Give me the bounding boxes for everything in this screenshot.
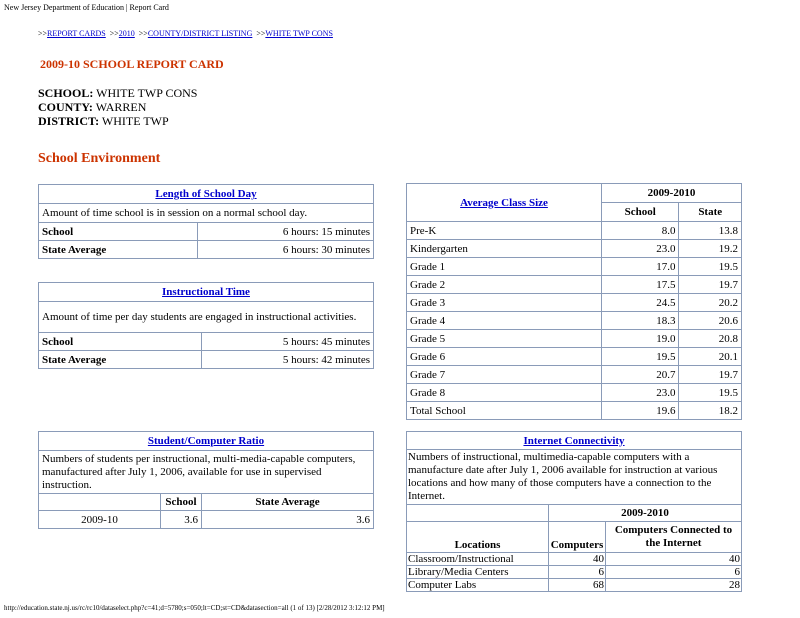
class-size-school-value: 8.0 bbox=[602, 222, 679, 240]
student-computer-col-school: School bbox=[161, 494, 202, 511]
table-row bbox=[407, 294, 742, 312]
class-size-state-value: 19.7 bbox=[679, 366, 742, 384]
internet-computers-value: 40 bbox=[549, 553, 606, 566]
internet-col-locations: Locations bbox=[407, 522, 549, 553]
class-size-state-value: 19.7 bbox=[679, 276, 742, 294]
table-row bbox=[407, 348, 742, 366]
class-size-school-value: 23.0 bbox=[602, 240, 679, 258]
class-size-school-value: 19.5 bbox=[602, 348, 679, 366]
student-computer-header bbox=[39, 432, 374, 451]
breadcrumb-school[interactable]: WHITE TWP CONS bbox=[265, 29, 333, 38]
class-size-rows bbox=[407, 222, 742, 420]
school-label: SCHOOL: bbox=[38, 86, 94, 100]
internet-desc: Numbers of instructional, multimedia-capable computers with a manufacture date after July 1, 2006 available for instruction at various locations and how many of those computers have a connection to the Internet. bbox=[407, 450, 742, 505]
class-size-grade: Grade 8 bbox=[407, 384, 602, 402]
length-of-day-link[interactable]: Length of School Day bbox=[155, 188, 257, 200]
class-size-state-value: 20.1 bbox=[679, 348, 742, 366]
district-label: DISTRICT: bbox=[38, 114, 100, 128]
class-size-link[interactable]: Average Class Size bbox=[460, 196, 548, 209]
class-size-grade: Grade 4 bbox=[407, 312, 602, 330]
student-computer-state: 3.6 bbox=[202, 511, 374, 529]
class-size-school-value: 24.5 bbox=[602, 294, 679, 312]
class-size-school-value: 17.0 bbox=[602, 258, 679, 276]
table-row bbox=[407, 240, 742, 258]
page-header: New Jersey Department of Education | Report Card bbox=[4, 3, 169, 12]
school-value: WHITE TWP CONS bbox=[96, 86, 198, 100]
instr-school-value: 5 hours: 45 minutes bbox=[202, 333, 374, 351]
table-row bbox=[407, 312, 742, 330]
student-computer-table bbox=[38, 431, 374, 529]
breadcrumb-sep: >> bbox=[38, 29, 48, 38]
breadcrumb-sep: >> bbox=[138, 29, 148, 38]
class-size-grade: Pre-K bbox=[407, 222, 602, 240]
student-computer-school: 3.6 bbox=[161, 511, 202, 529]
class-size-grade: Grade 3 bbox=[407, 294, 602, 312]
class-size-state-value: 20.6 bbox=[679, 312, 742, 330]
report-title: 2009-10 SCHOOL REPORT CARD bbox=[40, 57, 224, 71]
class-size-grade: Grade 1 bbox=[407, 258, 602, 276]
table-row bbox=[407, 566, 742, 579]
class-size-school-value: 23.0 bbox=[602, 384, 679, 402]
student-computer-desc: Numbers of students per instructional, multi-media-capable computers, manufactured after July 1, 2006, available for use in supervised instruction. bbox=[39, 451, 374, 494]
class-size-school-value: 19.6 bbox=[602, 402, 679, 420]
district-value: WHITE TWP bbox=[101, 114, 169, 128]
class-size-table bbox=[406, 183, 742, 420]
class-size-grade: Grade 5 bbox=[407, 330, 602, 348]
internet-location: Computer Labs bbox=[407, 579, 549, 592]
table-row bbox=[407, 276, 742, 294]
internet-computers-value: 68 bbox=[549, 579, 606, 592]
internet-connected-value: 28 bbox=[606, 579, 742, 592]
table-row bbox=[407, 579, 742, 592]
class-size-state-value: 20.2 bbox=[679, 294, 742, 312]
length-school-label: School bbox=[39, 223, 198, 241]
internet-location: Library/Media Centers bbox=[407, 566, 549, 579]
class-size-school-value: 19.0 bbox=[602, 330, 679, 348]
class-size-state-value: 20.8 bbox=[679, 330, 742, 348]
breadcrumb bbox=[38, 29, 333, 38]
page-footer: http://education.state.nj.us/rc/rc10/dataselect.php?c=41;d=5780;s=050;lt=CD;st=CD&datasection=all (1 of 13) [2/28/2012 3:12:12 PM] bbox=[4, 604, 385, 612]
class-size-state-value: 13.8 bbox=[679, 222, 742, 240]
student-computer-year: 2009-10 bbox=[39, 511, 161, 529]
class-size-state-value: 19.5 bbox=[679, 258, 742, 276]
breadcrumb-sep: >> bbox=[109, 29, 119, 38]
class-size-grade: Grade 2 bbox=[407, 276, 602, 294]
instructional-time-desc: Amount of time per day students are engaged in instructional activities. bbox=[39, 302, 374, 333]
length-of-day-header bbox=[39, 185, 374, 204]
internet-col-connected: Computers Connected to the Internet bbox=[606, 522, 742, 553]
class-size-col-school: School bbox=[602, 203, 679, 222]
breadcrumb-sep: >> bbox=[256, 29, 266, 38]
class-size-header bbox=[407, 184, 602, 222]
table-row bbox=[407, 222, 742, 240]
table-row bbox=[407, 330, 742, 348]
county-label: COUNTY: bbox=[38, 100, 93, 114]
class-size-year: 2009-2010 bbox=[602, 184, 742, 203]
breadcrumb-report-cards[interactable]: REPORT CARDS bbox=[47, 29, 106, 38]
table-row bbox=[407, 258, 742, 276]
student-computer-col-state: State Average bbox=[202, 494, 374, 511]
class-size-col-state: State bbox=[679, 203, 742, 222]
student-computer-blank bbox=[39, 494, 161, 511]
internet-table bbox=[406, 431, 742, 592]
internet-link[interactable]: Internet Connectivity bbox=[523, 434, 625, 447]
internet-header bbox=[407, 432, 742, 450]
breadcrumb-2010[interactable]: 2010 bbox=[118, 29, 135, 38]
instr-state-value: 5 hours: 42 minutes bbox=[202, 351, 374, 369]
length-of-day-table bbox=[38, 184, 374, 259]
table-row bbox=[407, 384, 742, 402]
class-size-state-value: 19.5 bbox=[679, 384, 742, 402]
internet-col-computers: Computers bbox=[549, 522, 606, 553]
internet-connected-value: 6 bbox=[606, 566, 742, 579]
instructional-time-header bbox=[39, 283, 374, 302]
class-size-grade: Kindergarten bbox=[407, 240, 602, 258]
internet-year: 2009-2010 bbox=[549, 505, 742, 522]
length-of-day-desc: Amount of time school is in session on a normal school day. bbox=[39, 204, 374, 223]
length-state-value: 6 hours: 30 minutes bbox=[198, 241, 374, 259]
student-computer-link[interactable]: Student/Computer Ratio bbox=[147, 435, 265, 447]
table-row bbox=[407, 402, 742, 420]
table-row bbox=[407, 553, 742, 566]
internet-blank bbox=[407, 505, 549, 522]
class-size-school-value: 17.5 bbox=[602, 276, 679, 294]
internet-connected-value: 40 bbox=[606, 553, 742, 566]
length-state-label: State Average bbox=[39, 241, 198, 259]
county-value: WARREN bbox=[95, 100, 147, 114]
class-size-state-value: 18.2 bbox=[679, 402, 742, 420]
instr-state-label: State Average bbox=[39, 351, 202, 369]
class-size-state-value: 19.2 bbox=[679, 240, 742, 258]
internet-rows bbox=[407, 553, 742, 592]
class-size-school-value: 18.3 bbox=[602, 312, 679, 330]
table-row bbox=[407, 366, 742, 384]
instructional-time-table bbox=[38, 282, 374, 369]
instructional-time-link[interactable]: Instructional Time bbox=[162, 286, 250, 298]
section-title: School Environment bbox=[38, 151, 161, 166]
instr-school-label: School bbox=[39, 333, 202, 351]
internet-computers-value: 6 bbox=[549, 566, 606, 579]
school-info bbox=[38, 86, 197, 128]
breadcrumb-county-district[interactable]: COUNTY/DISTRICT LISTING bbox=[147, 29, 253, 38]
internet-location: Classroom/Instructional bbox=[407, 553, 549, 566]
class-size-grade: Grade 6 bbox=[407, 348, 602, 366]
class-size-grade: Grade 7 bbox=[407, 366, 602, 384]
class-size-grade: Total School bbox=[407, 402, 602, 420]
class-size-school-value: 20.7 bbox=[602, 366, 679, 384]
length-school-value: 6 hours: 15 minutes bbox=[198, 223, 374, 241]
